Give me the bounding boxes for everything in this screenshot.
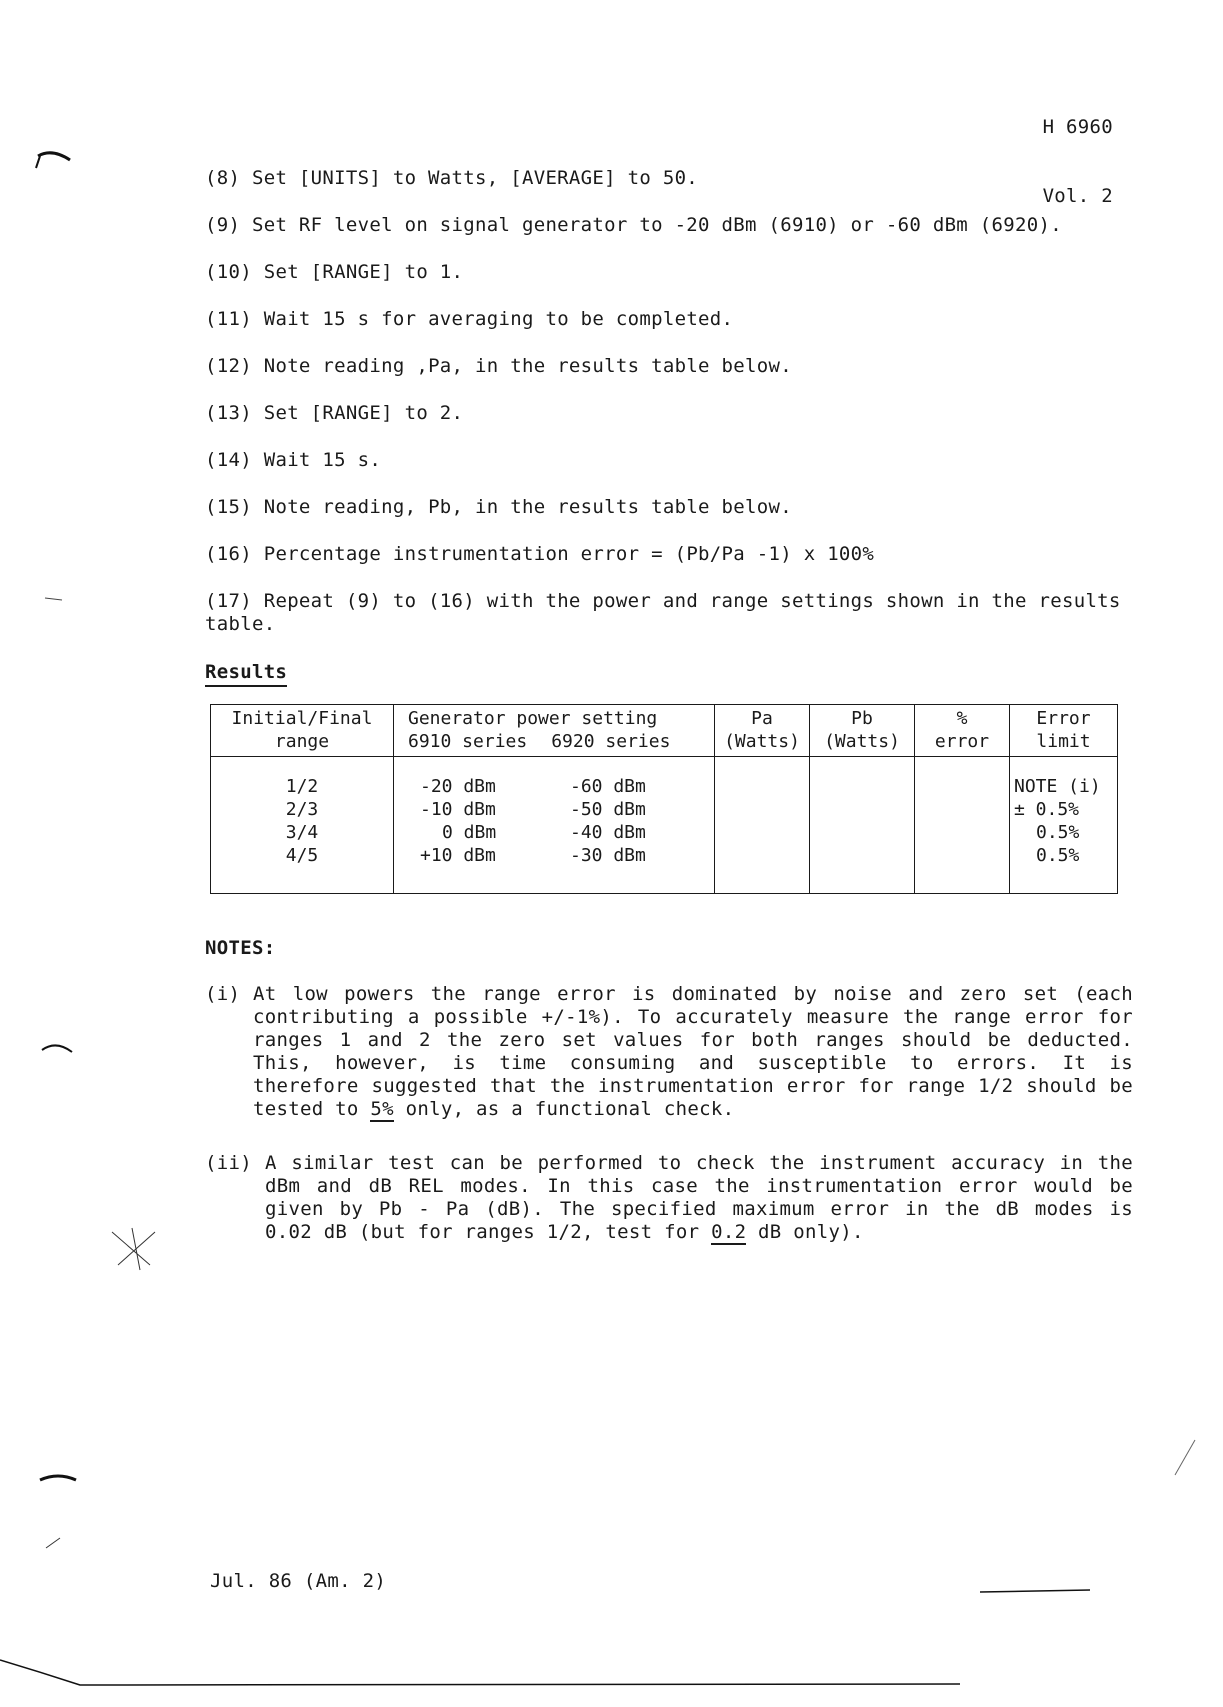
step-text: Wait 15 s for averaging to be completed. [263,308,734,330]
step-text: Set [RANGE] to 1. [263,261,464,283]
col-header-pb: Pb (Watts) [810,705,915,757]
col-header-pa: Pa (Watts) [715,705,810,757]
volume-label: Vol. 2 [1042,185,1113,207]
limit-cell: NOTE (i) ± 0.5% 0.5% 0.5% [1010,757,1118,894]
step-number: (11) [205,308,252,330]
note-label: (ii) [205,1152,252,1174]
col-header-limit: Error limit [1010,705,1118,757]
step-number: (8) [205,167,241,189]
sub-header-6920: 6920 series [551,731,671,752]
note-body: At low powers the range error is dominated by noise and zero set (each contributing a possible +/-1%). To accurately measure the range error for ranges 1 and 2 the zero set values for both ranges should be deducted. This, however, is time consuming and susceptible to errors. It is therefore suggested that the instrumentation error for range 1/2 should be tested to 5% only, as a functional check. [253,983,1133,1120]
doc-number: H 6960 [1042,116,1113,138]
step-number: (16) [205,543,252,565]
step-text: Set RF level on signal generator to -20 dBm (6910) or -60 dBm (6920). [251,214,1062,236]
note-body: A similar test can be performed to check the instrument accuracy in the dBm and dB REL modes. In this case the instrumentation error would be given by Pb - Pa (dB). The specified maximum error in the dB modes is 0.02 dB (but for ranges 1/2, test for 0.2 dB only). [265,1152,1133,1243]
note-label: (i) [205,983,241,1005]
range-cell: 1/2 2/3 3/4 4/5 [211,757,394,894]
step-number: (15) [205,496,252,518]
step-number: (12) [205,355,252,377]
step-text: Percentage instrumentation error = (Pb/Pa -1) x 100% [263,543,875,565]
step-number: (13) [205,402,252,424]
footer-date: Jul. 86 (Am. 2) [210,1570,387,1592]
col-header-generator: Generator power setting 6910 series 6920 series [394,705,715,757]
step-number: (14) [205,449,252,471]
note-emphasis: 5% [370,1098,394,1120]
notes-title: NOTES: [205,937,276,959]
col-header-error: % error [915,705,1010,757]
results-heading: Results [205,661,287,684]
step-text: Note reading ,Pa, in the results table below. [263,355,792,377]
step-number: (10) [205,261,252,283]
step-number: (17) [205,590,252,612]
generator-cell: -20 dBm -60 dBm -10 dBm -50 dBm 0 dBm -40 dBm +10 dBm -30 dBm [394,757,715,894]
step-number: (9) [205,214,241,236]
col-header-range: Initial/Final range [211,705,394,757]
step-text: Set [UNITS] to Watts, [AVERAGE] to 50. [251,167,699,189]
step-text: Set [RANGE] to 2. [263,402,464,424]
step-text: Wait 15 s. [263,449,382,471]
sub-header-6910: 6910 series [408,731,528,752]
step-text: Repeat (9) to (16) with the power and range settings shown in the results table. [205,590,1121,635]
step-text: Note reading, Pb, in the results table below. [263,496,792,518]
note-emphasis: 0.2 [711,1221,747,1243]
